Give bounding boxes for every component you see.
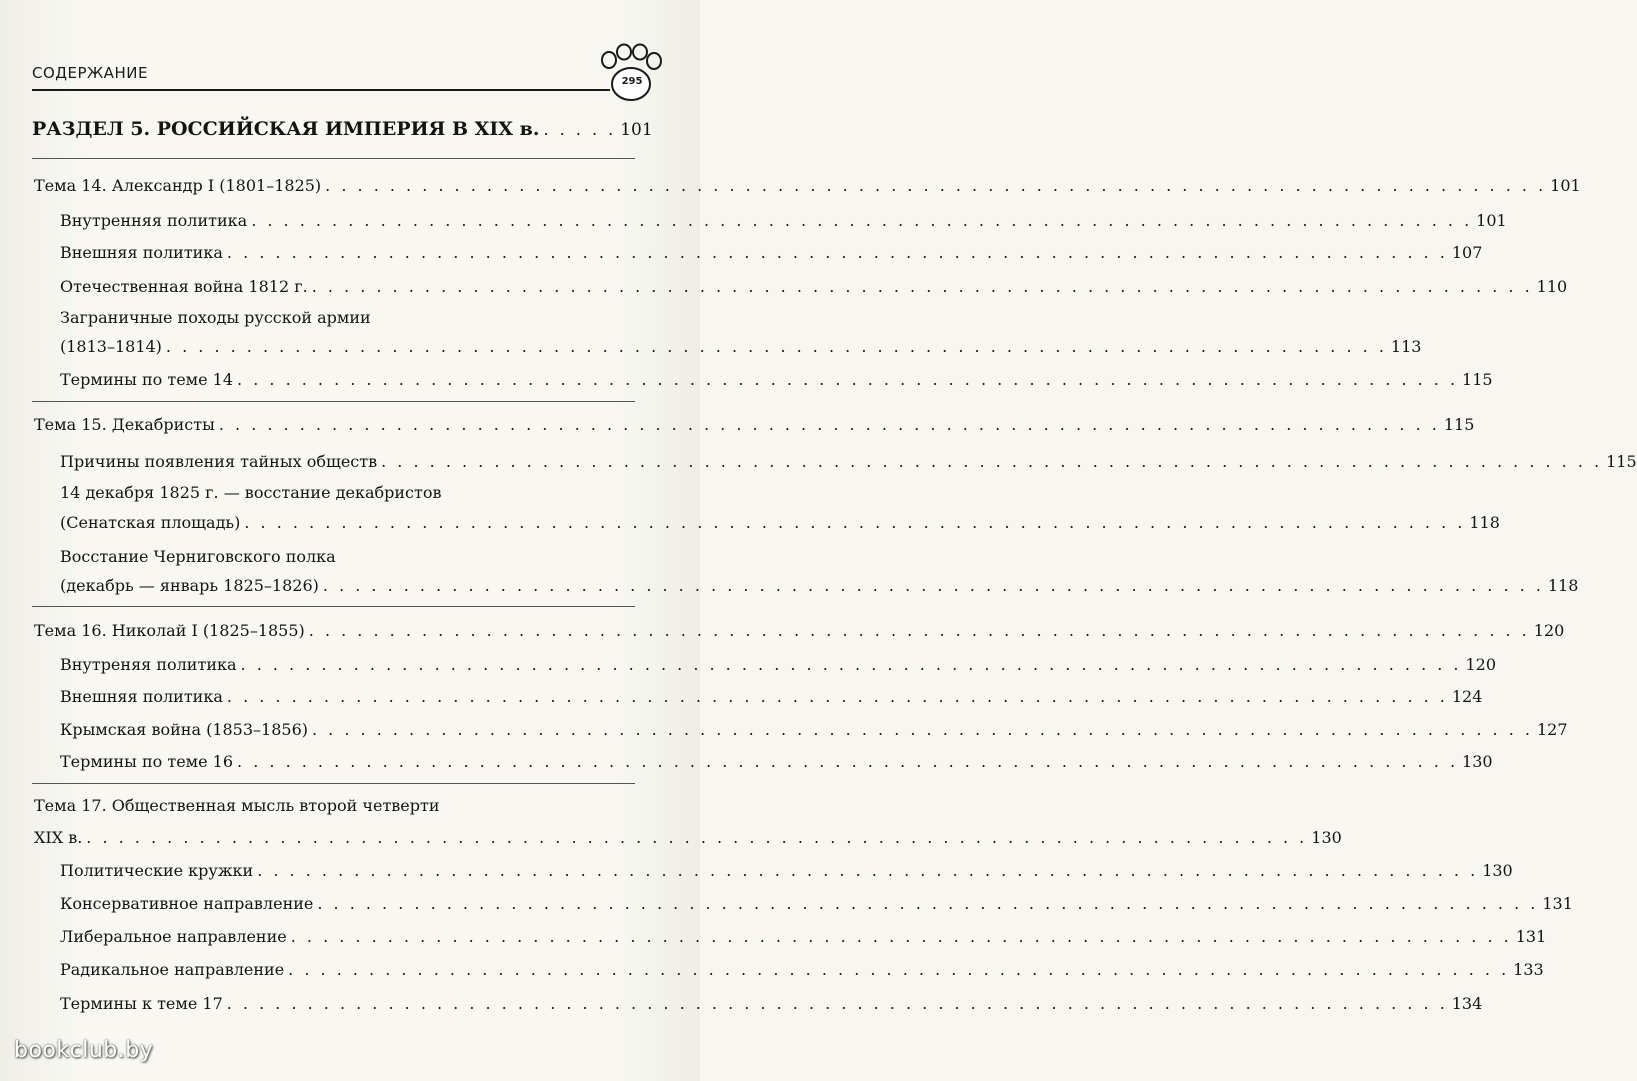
topic-page: 120 xyxy=(1533,621,1565,640)
item-page: 133 xyxy=(1513,960,1544,979)
topic-page: 101 xyxy=(1550,176,1581,195)
item-page: 107 xyxy=(1451,243,1483,262)
item-label: Либеральное направление xyxy=(60,927,287,946)
toc-item[interactable] xyxy=(60,655,1497,674)
page-number: 295 xyxy=(621,76,643,87)
toc-item[interactable] xyxy=(60,243,1483,262)
toc-item[interactable] xyxy=(60,927,1547,946)
section-page: 101 xyxy=(620,120,653,140)
item-label: Политические кружки xyxy=(60,861,254,880)
item-label-line1: 14 декабря 1825 г. — восстание декабристов xyxy=(60,483,442,502)
item-page: 130 xyxy=(1482,861,1513,880)
item-page: 118 xyxy=(1469,513,1500,532)
item-label: Термины по теме 14 xyxy=(60,370,234,389)
leader-dots xyxy=(317,894,1538,913)
topic-title-line1: Тема 17. Общественная мысль второй четверти xyxy=(34,796,440,815)
item-page: 118 xyxy=(1547,576,1579,595)
item-label: (Сенатская площадь) xyxy=(60,513,241,532)
item-label: Радикальное направление xyxy=(60,960,285,979)
item-label: Внешняя политика xyxy=(60,243,223,262)
toc-item[interactable] xyxy=(60,513,1500,532)
leader-dots xyxy=(219,415,1440,434)
item-page: 127 xyxy=(1536,720,1568,739)
toc-item[interactable] xyxy=(60,720,1568,739)
topic-page: 115 xyxy=(1443,415,1475,434)
watermark: bookclub.by xyxy=(14,1038,154,1063)
item-page: 131 xyxy=(1515,927,1547,946)
item-label: (декабрь — январь 1825–1826) xyxy=(60,576,319,595)
toc-item[interactable] xyxy=(60,894,1573,913)
leader-dots xyxy=(323,576,1544,595)
running-title: СОДЕРЖАНИЕ xyxy=(32,64,148,82)
toc-topic-15[interactable] xyxy=(34,415,1475,434)
item-page: 120 xyxy=(1465,655,1497,674)
toc-topic-16[interactable] xyxy=(34,621,1565,640)
header-rule xyxy=(32,89,610,91)
item-page: 101 xyxy=(1476,211,1507,230)
item-page: 134 xyxy=(1451,994,1483,1013)
item-page: 131 xyxy=(1542,894,1573,913)
item-label-line1: Восстание Черниговского полка xyxy=(60,547,336,566)
toc-item[interactable] xyxy=(60,960,1544,979)
divider xyxy=(32,783,635,784)
toc-item[interactable] xyxy=(60,994,1483,1013)
section-title-row xyxy=(32,118,653,140)
leader-dots xyxy=(312,720,1533,739)
leader-dots xyxy=(325,176,1546,195)
toc-item[interactable] xyxy=(60,687,1483,706)
item-label: Консервативное направление xyxy=(60,894,314,913)
leader-dots: . . . . . xyxy=(543,120,617,139)
item-page: 110 xyxy=(1536,277,1568,296)
leader-dots xyxy=(309,621,1530,640)
item-label: Внутренняя политика xyxy=(60,211,248,230)
toc-topic-17[interactable] xyxy=(34,828,1342,847)
leader-dots xyxy=(227,687,1448,706)
topic-title: XIX в. xyxy=(34,828,83,847)
divider xyxy=(32,606,635,607)
topic-title: Тема 14. Александр I (1801–1825) xyxy=(34,176,322,195)
item-label: Причины появления тайных обществ xyxy=(60,452,378,471)
toc-item[interactable] xyxy=(60,861,1513,880)
leader-dots xyxy=(291,927,1512,946)
toc-item[interactable] xyxy=(60,452,1637,471)
toc-item[interactable] xyxy=(60,370,1493,389)
item-page: 130 xyxy=(1462,752,1493,771)
topic-page: 130 xyxy=(1311,828,1342,847)
item-page: 124 xyxy=(1451,687,1483,706)
item-page: 115 xyxy=(1606,452,1637,471)
divider xyxy=(32,401,635,402)
leader-dots xyxy=(86,828,1307,847)
divider xyxy=(32,158,635,159)
toc-item[interactable] xyxy=(60,277,1568,296)
item-label: Термины к теме 17 xyxy=(60,994,223,1013)
item-page: 113 xyxy=(1390,337,1422,356)
paw-icon xyxy=(596,44,666,106)
leader-dots xyxy=(312,277,1533,296)
section-title: РАЗДЕЛ 5. РОССИЙСКАЯ ИМПЕРИЯ В XIX в. xyxy=(32,118,540,140)
item-label: Внутреняя политика xyxy=(60,655,237,674)
item-page: 115 xyxy=(1462,370,1493,389)
leader-dots xyxy=(237,370,1458,389)
toc-item[interactable] xyxy=(60,211,1507,230)
leader-dots xyxy=(288,960,1509,979)
item-label: Термины по теме 16 xyxy=(60,752,234,771)
leader-dots xyxy=(251,211,1472,230)
item-label-line1: Заграничные походы русской армии xyxy=(60,308,371,327)
leader-dots xyxy=(227,994,1448,1013)
item-label: (1813–1814) xyxy=(60,337,162,356)
item-label: Внешняя политика xyxy=(60,687,223,706)
leader-dots xyxy=(227,243,1448,262)
leader-dots xyxy=(166,337,1387,356)
leader-dots xyxy=(241,655,1462,674)
toc-topic-14[interactable] xyxy=(34,176,1581,195)
item-label: Отечественная война 1812 г. xyxy=(60,277,308,296)
leader-dots xyxy=(244,513,1465,532)
toc-item[interactable] xyxy=(60,752,1493,771)
leader-dots xyxy=(257,861,1478,880)
item-label: Крымская война (1853–1856) xyxy=(60,720,308,739)
leader-dots xyxy=(381,452,1602,471)
leader-dots xyxy=(237,752,1458,771)
toc-item[interactable] xyxy=(60,337,1422,356)
toc-item[interactable] xyxy=(60,576,1579,595)
topic-title: Тема 15. Декабристы xyxy=(34,415,215,434)
topic-title: Тема 16. Николай I (1825–1855) xyxy=(34,621,305,640)
